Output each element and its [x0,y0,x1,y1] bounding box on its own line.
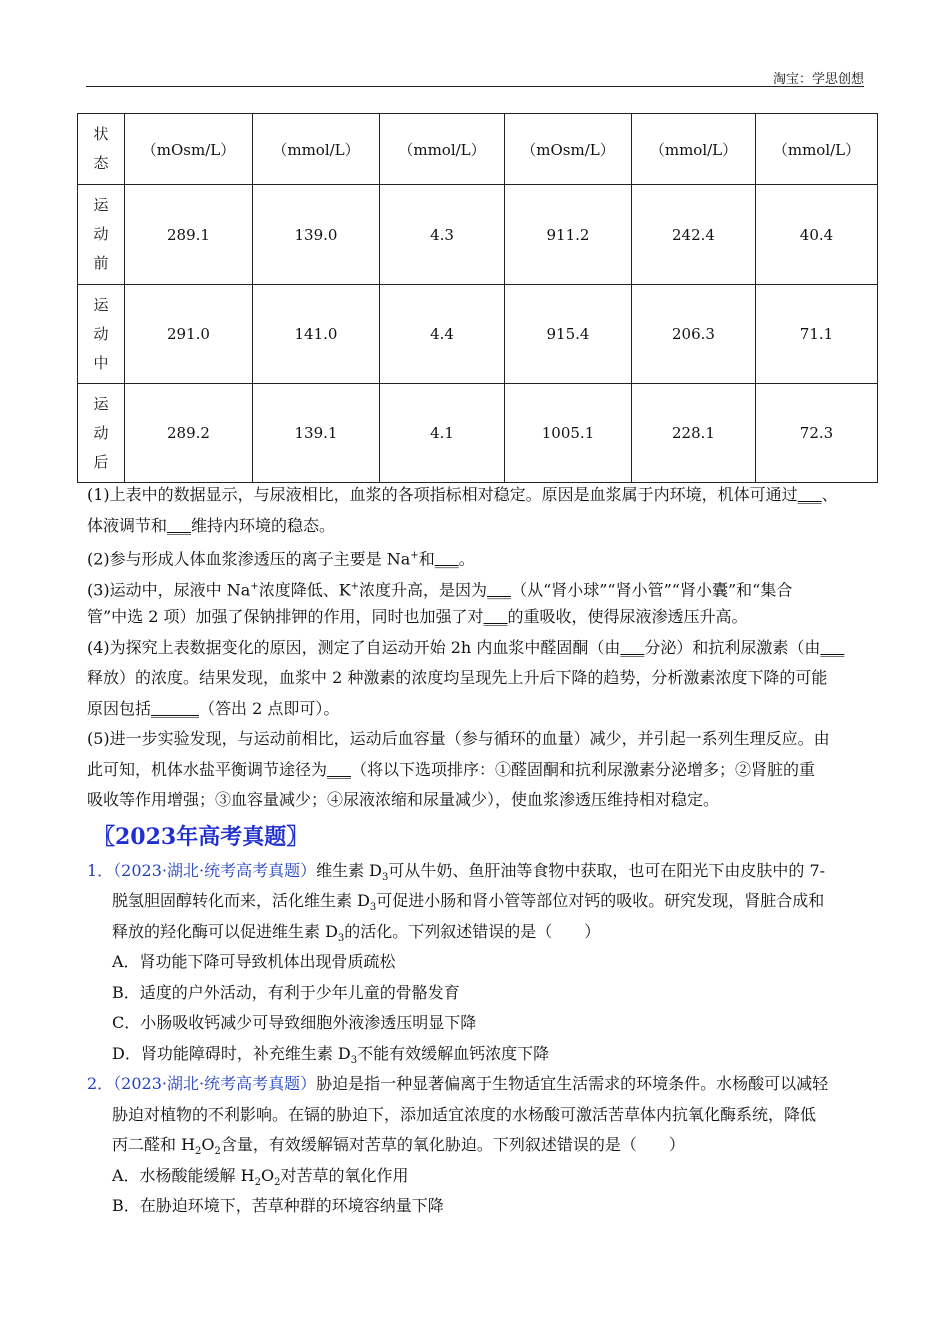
value-cell: 4.1 [380,384,505,483]
value-cell: 915.4 [505,285,632,384]
question-body [87,481,867,1223]
text: 、 [821,485,838,504]
state-char: 中 [93,353,109,372]
text-line [87,918,867,949]
subscript: 2 [274,1176,281,1188]
value-cell: 40.4 [756,185,878,285]
state-char: 态 [93,154,109,172]
superscript: + [350,580,360,592]
text-line [87,512,867,543]
value-cell: 206.3 [632,285,756,384]
subscript: 2 [214,1146,221,1158]
text-line [87,603,867,634]
subscript: 3 [337,932,345,944]
text-line [87,1101,867,1132]
text: 浓度升高，是因为 [359,579,488,599]
text: B．在胁迫环境下，苦草种群的环境容纳量下降 [112,1196,444,1215]
text: (2)参与形成人体血浆渗透压的离子主要是 Na [87,549,411,569]
value-cell: 139.0 [253,185,380,285]
text: 管”中选 2 项）加强了保钠排钾的作用，同时也加强了对 [87,607,484,626]
header-source: 淘宝：学思创想 [772,72,864,87]
text-line [87,573,867,604]
text: 维生素 D [316,860,382,880]
text: （答出 2 点即可）。 [199,698,340,718]
text: 胁迫是指一种显著偏离于生物适宜生活需求的环境条件。水杨酸可以减轻 [316,1074,829,1093]
text: B．适度的户外活动，有利于少年儿童的骨骼发育 [112,982,460,1002]
value-cell: 71.1 [756,285,878,384]
text: (5)进一步实验发现，与运动前相比，运动后血容量（参与循环的血量）减少，并引起一系列生理反应。由 [87,729,830,748]
text: A．水杨酸能缓解 H [112,1165,255,1185]
text-line [87,664,867,695]
value-cell: 911.2 [505,185,632,285]
text: (3)运动中，尿液中 Na [87,579,251,599]
value-cell: 72.3 [756,384,878,483]
value-cell: 1005.1 [505,384,632,483]
text-line [87,695,867,726]
data-table [77,113,878,483]
text: 胁迫对植物的不利影响。在镉的胁迫下，添加适宜浓度的水杨酸可激活苦草体内抗氧化酶系统，降低 [112,1104,817,1124]
answer-blank: ___ [434,549,459,569]
text-line [87,756,867,787]
text: O [260,1165,275,1185]
unit-header: （mOsm/L） [505,114,632,185]
text-line [87,481,867,512]
text: 释放）的浓度。结果发现，血浆中 2 种激素的浓度均呈现先上升后下降的趋势，分析激素浓度下降的可能 [87,668,828,687]
value-cell: 141.0 [253,285,380,384]
text-line [87,786,867,817]
unit-header: （mOsm/L） [125,114,253,185]
unit-header: （mmol/L） [756,114,878,185]
value-cell: 242.4 [632,185,756,285]
value-cell: 139.1 [253,384,380,483]
subscript: 2 [195,1146,202,1158]
text: （从“肾小球”“肾小管”“肾小囊”和“集合 [511,579,793,599]
answer-blank: ___ [797,485,822,504]
value-cell: 4.4 [380,285,505,384]
table-row [78,185,878,285]
text: 含量，有效缓解镉对苦草的氧化胁迫。下列叙述错误的是（ ） [220,1135,685,1154]
state-cell [78,114,125,185]
state-cell [78,185,125,285]
table-row [78,384,878,483]
text: 浓度降低、K [258,579,351,599]
answer-blank: ___ [327,759,352,779]
text: 维持内环境的稳态。 [191,515,336,535]
text: 可从牛奶、鱼肝油等食物中获取，也可在阳光下由皮肤中的 7- [388,860,826,880]
answer-blank: ___ [620,637,645,657]
text: 不能有效缓解血钙浓度下降 [357,1043,550,1063]
text: 释放的羟化酶可以促进维生素 D [112,921,338,941]
state-char: 运 [93,394,109,413]
value-cell: 289.1 [125,185,253,285]
text: C．小肠吸收钙减少可导致细胞外液渗透压明显下降 [112,1013,477,1032]
text: D．肾功能障碍时，补充维生素 D [112,1043,351,1063]
state-char: 状 [93,125,109,143]
text: 可促进小肠和肾小管等部位对钙的吸收。研究发现，肾脏合成和 [376,891,825,910]
subscript: 3 [350,1054,358,1066]
text-line [87,634,867,665]
superscript: + [410,550,419,561]
state-char: 后 [93,452,109,471]
text: (4)为探究上表数据变化的原因，测定了自运动开始 2h 内血浆中醛固酮（由 [87,637,621,657]
text: O [201,1135,215,1154]
text: 的活化。下列叙述错误的是（ ） [344,921,601,941]
question-source: 1．（2023·湖北·统考高考真题） [87,860,317,880]
value-cell: 228.1 [632,384,756,483]
subscript: 3 [369,902,377,914]
text-line [87,857,867,888]
state-char: 动 [93,225,109,243]
subscript: 2 [254,1176,261,1188]
value-cell: 291.0 [125,285,253,384]
state-char: 运 [93,295,109,314]
unit-header: （mmol/L） [253,114,380,185]
unit-header: （mmol/L） [380,114,505,185]
answer-option [87,979,867,1010]
text: 。 [458,549,475,569]
value-cell: 4.3 [380,185,505,285]
text-line [87,1131,867,1162]
answer-blank: ___ [487,579,512,599]
state-char: 前 [93,254,109,272]
answer-option [87,1162,867,1193]
text: （将以下选项排序：①醛固酮和抗利尿激素分泌增多；②肾脏的重 [351,759,816,779]
text-line [87,542,867,573]
text: 的重吸收，使得尿液渗透压升高。 [507,607,748,626]
page-header [86,66,864,87]
text: 吸收等作用增强；③血容量减少；④尿液浓缩和尿量减少），使血浆渗透压维持相对稳定。 [87,790,720,809]
text: 〖2023年高考真题〗 [93,823,309,850]
text: 和 [418,549,435,569]
text: 脱氢胆固醇转化而来，活化维生素 D [112,891,370,910]
text: A．肾功能下降可导致机体出现骨质疏松 [112,952,396,971]
unit-header: （mmol/L） [632,114,756,185]
table-row [78,285,878,384]
text-line [87,1070,867,1101]
text: 原因包括 [87,698,152,718]
state-char: 运 [93,196,109,214]
answer-option [87,1040,867,1071]
text: 此可知，机体水盐平衡调节途径为 [87,759,328,779]
text: 丙二醛和 H [112,1135,196,1154]
section-heading [87,817,867,857]
question-source: 2．（2023·湖北·统考高考真题） [87,1074,317,1093]
state-cell [78,285,125,384]
superscript: + [250,580,259,592]
state-char: 动 [93,324,109,343]
text: (1)上表中的数据显示，与尿液相比，血浆的各项指标相对稳定。原因是血浆属于内环境，机体可通过 [87,485,798,504]
answer-option [87,1192,867,1223]
text: 对苦草的氧化作用 [280,1165,409,1185]
answer-option [87,1009,867,1040]
subscript: 3 [382,871,389,883]
answer-option [87,948,867,979]
table-header-row [78,114,878,185]
text: 分泌）和抗利尿激素（由 [644,637,821,657]
text: 体液调节和 [87,515,168,535]
answer-blank: ___ [167,515,192,535]
value-cell: 289.2 [125,384,253,483]
text-line [87,887,867,918]
text-line [87,725,867,756]
answer-blank: ___ [820,637,845,657]
answer-blank: ______ [151,698,200,718]
answer-blank: ___ [483,607,508,626]
state-cell [78,384,125,483]
state-char: 动 [93,423,109,442]
